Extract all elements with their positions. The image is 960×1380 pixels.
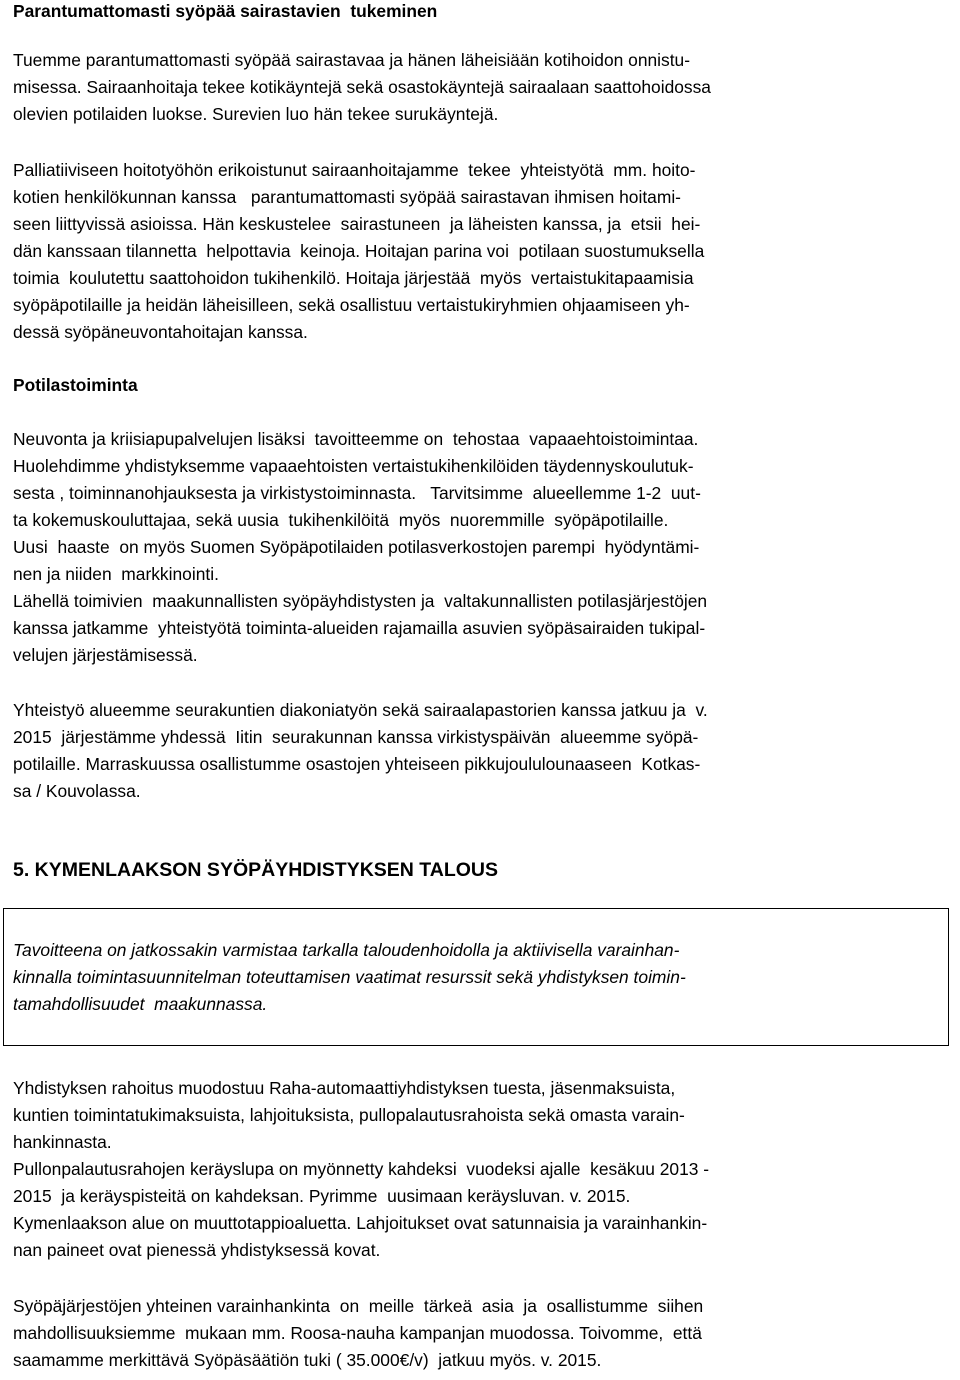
text-line: seen liittyvissä asioissa. Hän keskustelee sairastuneen ja läheisten kanssa, ja etsii hei- [13,214,701,234]
text-line: Kymenlaakson alue on muuttotappioaluetta. Lahjoitukset ovat satunnaisia ja varainhankin- [13,1213,708,1233]
text-line: Huolehdimme yhdistyksemme vapaaehtoisten vertaistukihenkilöiden täydennyskoulutuk- [13,456,694,476]
text-line: mahdollisuuksiemme mukaan mm. Roosa-nauha kampanjan muodossa. Toivomme, että [13,1323,702,1343]
text-line: misessa. Sairaanhoitaja tekee kotikäyntejä sekä osastokäyntejä sairaalaan saattohoidossa [13,77,711,97]
text-line: kuntien toimintatukimaksuista, lahjoituksista, pullopalautusrahoista sekä omasta varain- [13,1105,685,1125]
text-line: 2015 järjestämme yhdessä Iitin seurakunnan kanssa virkistyspäivän alueemme syöpä- [13,727,699,747]
text-line: sesta , toiminnanohjauksesta ja virkistystoiminnasta. Tarvitsimme alueellemme 1-2 uut- [13,483,701,503]
text-line: Syöpäjärjestöjen yhteinen varainhankinta on meille tärkeä asia ja osallistumme siihen [13,1296,704,1316]
text-line: ta kokemuskouluttajaa, sekä uusia tukihenkilöitä myös nuoremmille syöpäpotilaille. [13,510,669,530]
text-line: sa / Kouvolassa. [13,781,141,801]
text-line: hankinnasta. [13,1132,112,1152]
text-line: saamamme merkittävä Syöpäsäätiön tuki ( 35.000€/v) jatkuu myös. v. 2015. [13,1350,602,1370]
text-line: velujen järjestämisessä. [13,645,198,665]
text-line: Uusi haaste on myös Suomen Syöpäpotilaiden potilasverkostojen parempi hyödyntämi- [13,537,700,557]
text-line: Pullonpalautusrahojen keräyslupa on myönnetty kahdeksi vuodeksi ajalle kesäkuu 2013 - [13,1159,710,1179]
text-line: Palliatiiviseen hoitotyöhön erikoistunut sairaanhoitajamme tekee yhteistyötä mm. hoito- [13,160,696,180]
text-line: syöpäpotilaille ja heidän läheisilleen, sekä osallistuu vertaistukiryhmien ohjaamiseen yh- [13,295,690,315]
text-line: dessä syöpäneuvontahoitajan kanssa. [13,322,308,342]
text-line: kotien henkilökunnan kanssa parantumattomasti syöpää sairastavan ihmisen hoitami- [13,187,681,207]
section-heading-palliative-support: Parantumattomasti syöpää sairastavien tukeminen [13,1,438,21]
text-line: 2015 ja keräyspisteitä on kahdeksan. Pyrimme uusimaan keräysluvan. v. 2015. [13,1186,631,1206]
section-heading-patient-activities: Potilastoiminta [13,375,138,395]
text-line: Yhteistyö alueemme seurakuntien diakoniatyön sekä sairaalapastorien kanssa jatkuu ja v. [13,700,708,720]
text-line: kanssa jatkamme yhteistyötä toiminta-alueiden rajamailla asuvien syöpäsairaiden tukipal- [13,618,706,638]
text-line: nan paineet ovat pienessä yhdistyksessä kovat. [13,1240,381,1260]
text-line: Neuvonta ja kriisiapupalvelujen lisäksi tavoitteemme on tehostaa vapaaehtoistoimintaa. [13,429,699,449]
text-line: potilaille. Marraskuussa osallistumme osastojen yhteiseen pikkujoululounaaseen Kotkas- [13,754,701,774]
text-line: Yhdistyksen rahoitus muodostuu Raha-automaattiyhdistyksen tuesta, jäsenmaksuista, [13,1078,676,1098]
text-line: nen ja niiden markkinointi. [13,564,219,584]
text-line: dän kanssaan tilannetta helpottavia keinoja. Hoitajan parina voi potilaan suostumuksella [13,241,705,261]
text-line: kinnalla toimintasuunnitelman toteuttamisen vaatimat resurssit sekä yhdistyksen toimin- [13,967,686,987]
text-line: Lähellä toimivien maakunnallisten syöpäyhdistysten ja valtakunnallisten potilasjärjestöjen [13,591,708,611]
section-heading-finances: 5. KYMENLAAKSON SYÖPÄYHDISTYKSEN TALOUS [13,859,499,881]
text-line: tamahdollisuudet maakunnassa. [13,994,268,1014]
text-line: toimia koulutettu saattohoidon tukihenkilö. Hoitaja järjestää myös vertaistukitapaamisia [13,268,694,288]
text-line: Tavoitteena on jatkossakin varmistaa tarkalla taloudenhoidolla ja aktiivisella varainhan- [13,940,680,960]
text-line: Tuemme parantumattomasti syöpää sairastavaa ja hänen läheisiään kotihoidon onnistu- [13,50,691,70]
text-line: olevien potilaiden luokse. Surevien luo hän tekee surukäyntejä. [13,104,499,124]
